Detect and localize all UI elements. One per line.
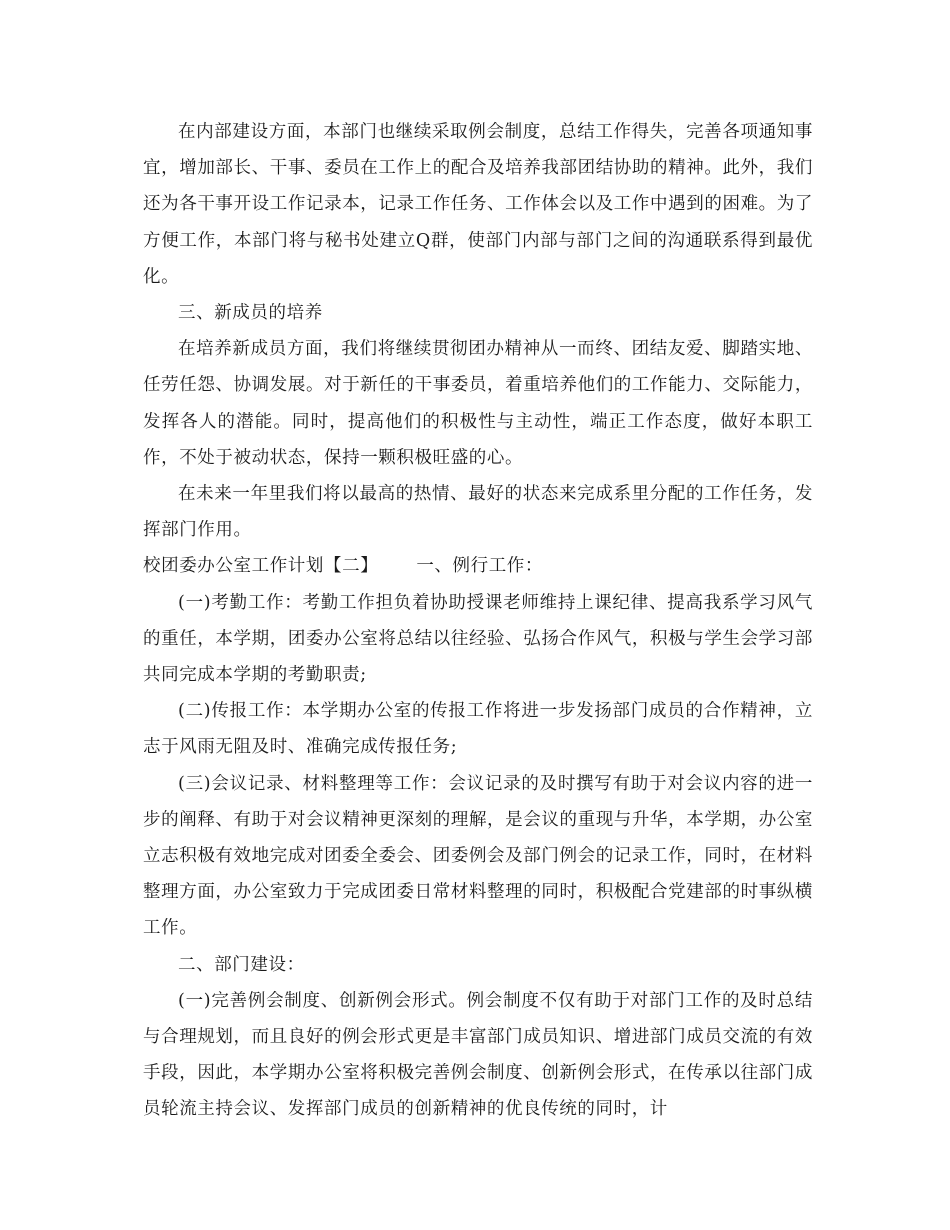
section-heading-department-building: 二、部门建设： [178, 954, 305, 975]
section-heading-routine-work: 一、例行工作： [416, 556, 544, 577]
paragraph-attendance-work: (一)考勤工作：考勤工作担负着协助授课老师维持上课纪律、提高我系学习风气的重任，本学期，团委办公室将总结以往经验、弘扬合作风气，积极与学生会学习部共同完成本学期的考勤职责; [143, 592, 813, 686]
paragraph-meeting-system: (一)完善例会制度、创新例会形式。例会制度不仅有助于对部门工作的及时总结与合理规划，而且良好的例会形式更是丰富部门成员知识、增进部门成员交流的有效手段，因此，本学期办公室将积极完善例会制度、创新例会形式，在传承以往部门成员轮流主持会议、发挥部门成员的创新精神的优良传统的同时，计 [143, 990, 813, 1120]
paragraph-notice-work: (二)传报工作：本学期办公室的传报工作将进一步发扬部门成员的合作精神，立志于风雨无阻及时、准确完成传报任务; [143, 701, 813, 758]
document-body [143, 114, 813, 1128]
document-title-line [143, 548, 813, 584]
paragraph-future-year: 在未来一年里我们将以最高的热情、最好的状态来完成系里分配的工作任务，发挥部门作用。 [143, 484, 813, 541]
section-heading-new-members: 三、新成员的培养 [178, 303, 323, 324]
paragraph-internal-construction: 在内部建设方面，本部门也继续采取例会制度，总结工作得失，完善各项通知事宜，增加部长、干事、委员在工作上的配合及培养我部团结协助的精神。此外，我们还为各干事开设工作记录本，记录工作任务、工作体会以及工作中遇到的困难。为了方便工作，本部门将与秘书处建立Q群，使部门内部与部门之间的沟通联系得到最优化。 [143, 122, 813, 287]
paragraph-meeting-records: (三)会议记录、材料整理等工作：会议记录的及时撰写有助于对会议内容的进一步的阐释、有助于对会议精神更深刻的理解，是会议的重现与升华，本学期，办公室立志积极有效地完成对团委全委会、团委例会及部门例会的记录工作，同时，在材料整理方面，办公室致力于完成团委日常材料整理的同时，积极配合党建部的时事纵横工作。 [143, 773, 813, 939]
paragraph-new-member-training: 在培养新成员方面，我们将继续贯彻团办精神从一而终、团结友爱、脚踏实地、任劳任怨、协调发展。对于新任的干事委员，着重培养他们的工作能力、交际能力，发挥各人的潜能。同时，提高他们的积极性与主动性，端正工作态度，做好本职工作，不处于被动状态，保持一颗积极旺盛的心。 [143, 339, 813, 468]
document-title: 校团委办公室工作计划【二】 [143, 556, 379, 577]
